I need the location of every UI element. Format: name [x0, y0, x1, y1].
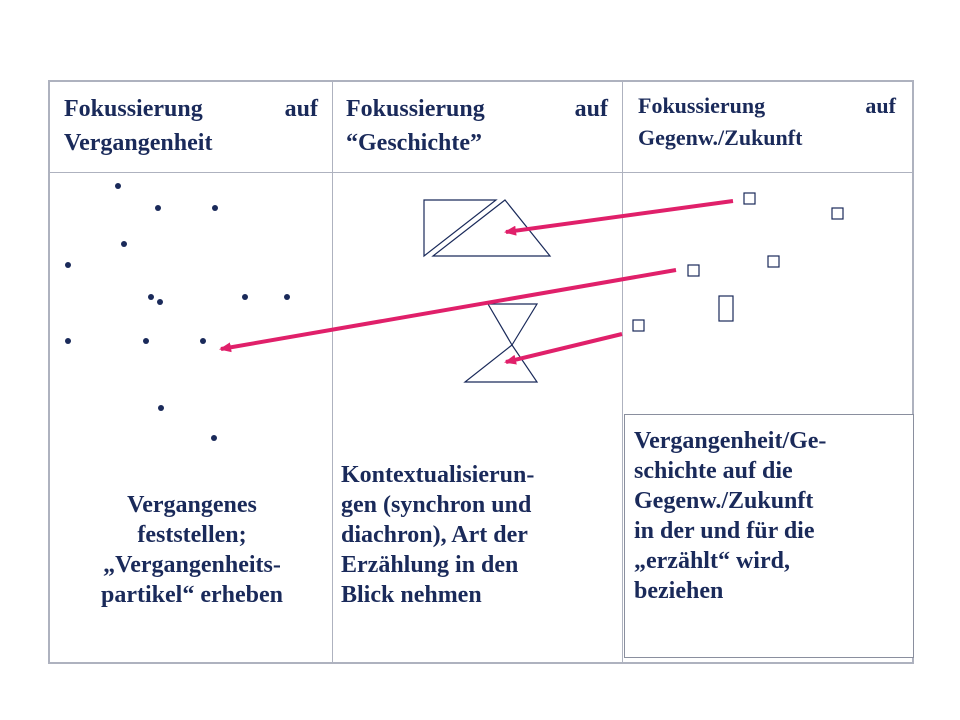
caption-present-line: „erzählt“ wird,	[634, 548, 790, 574]
rectangle-shape	[719, 296, 733, 321]
square-shape	[688, 265, 699, 276]
caption-history-line: diachron), Art der	[341, 522, 528, 548]
triangle-shape	[424, 200, 496, 256]
caption-history-line: Kontextualisierun-	[341, 462, 535, 488]
particle-dot	[115, 183, 121, 189]
caption-present-line: in der und für die	[634, 518, 815, 544]
particle-dot	[242, 294, 248, 300]
caption-history-line: gen (synchron und	[341, 492, 532, 518]
square-shape	[768, 256, 779, 267]
square-shape	[832, 208, 843, 219]
header-present-line2: Gegenw./Zukunft	[638, 125, 803, 150]
particle-dot	[212, 205, 218, 211]
caption-present-line: beziehen	[634, 578, 724, 604]
particle-dot	[157, 299, 163, 305]
caption-present-line: Vergangenheit/Ge-	[634, 428, 827, 454]
particle-dot	[121, 241, 127, 247]
particle-dot	[65, 338, 71, 344]
caption-history-line: Erzählung in den	[341, 552, 519, 578]
particle-dot	[155, 205, 161, 211]
particle-dot	[158, 405, 164, 411]
header-history-line1: Fokussierung auf	[346, 96, 608, 122]
particle-dot	[148, 294, 154, 300]
square-shape	[744, 193, 755, 204]
header-history-line2: “Geschichte”	[346, 130, 482, 156]
past-particles	[65, 183, 290, 441]
particle-dot	[211, 435, 217, 441]
caption-past-line: Vergangenes	[127, 492, 257, 518]
triangle-shape	[465, 345, 537, 382]
header-past-line1: Fokussierung auf	[64, 96, 318, 122]
relation-arrows	[221, 201, 733, 362]
header-present-line1: Fokussierung auf	[638, 93, 896, 118]
particle-dot	[143, 338, 149, 344]
caption-past-line: partikel“ erheben	[101, 582, 283, 608]
triangle-shape	[488, 304, 537, 345]
arrow-present-to-history	[506, 201, 733, 232]
square-shape	[633, 320, 644, 331]
caption-past-line: „Vergangenheits-	[103, 552, 281, 578]
caption-history-line: Blick nehmen	[341, 582, 482, 608]
caption-present-line: Gegenw./Zukunft	[634, 488, 814, 514]
caption-past-line: feststellen;	[137, 522, 247, 548]
arrow-present-to-history-lower	[506, 334, 622, 362]
present-squares	[633, 193, 843, 331]
particle-dot	[200, 338, 206, 344]
particle-dot	[284, 294, 290, 300]
particle-dot	[65, 262, 71, 268]
header-past-line2: Vergangenheit	[64, 130, 213, 156]
caption-present-line: schichte auf die	[634, 458, 793, 484]
